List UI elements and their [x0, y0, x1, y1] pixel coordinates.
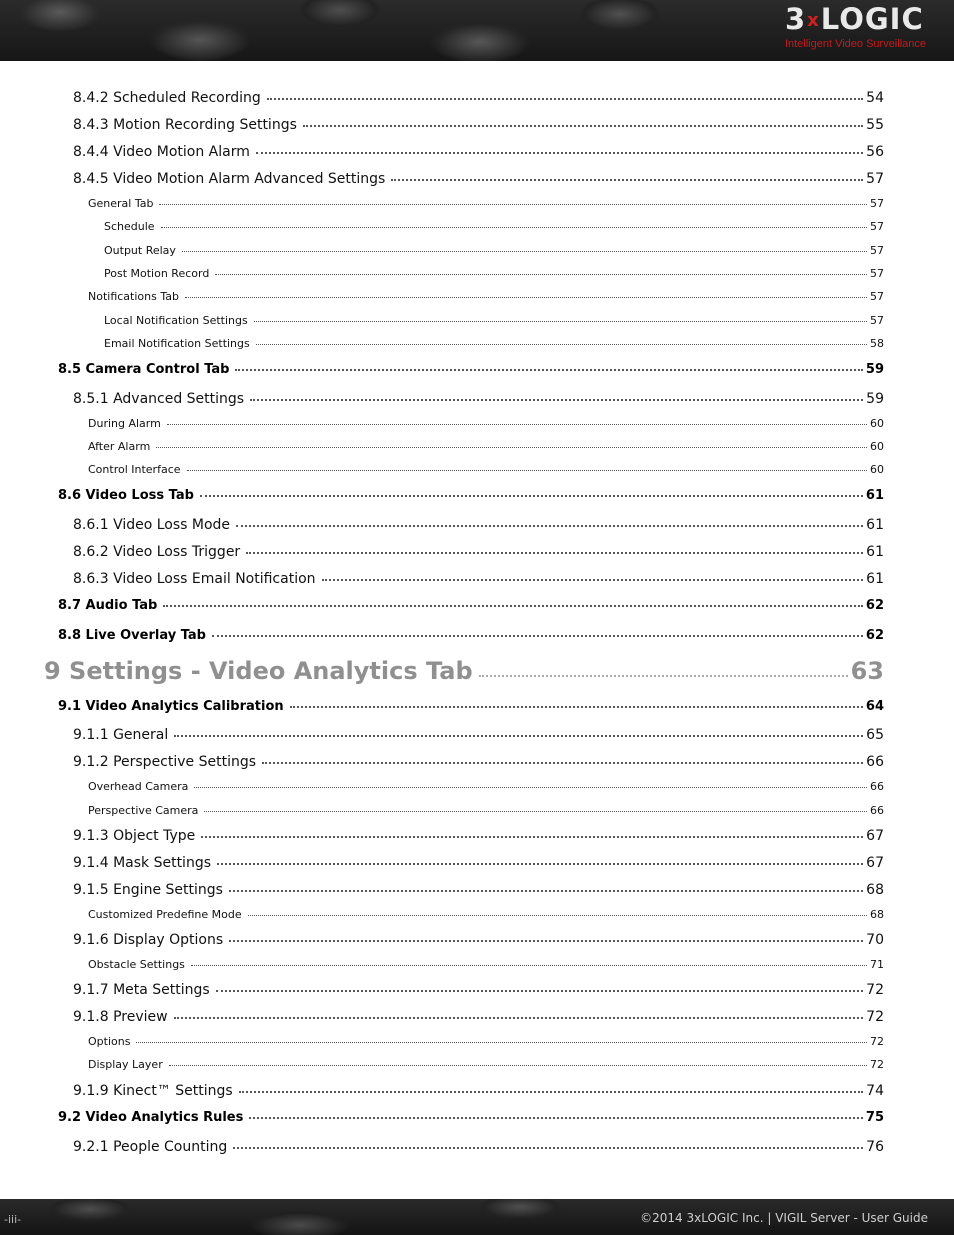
- toc-leader-dots: [250, 398, 863, 401]
- toc-entry-title: Output Relay: [104, 244, 176, 257]
- toc-entry-page: 54: [866, 90, 884, 106]
- toc-entry-title: 8.4.3 Motion Recording Settings: [73, 117, 297, 133]
- toc-entry[interactable]: [73, 828, 884, 844]
- toc-entry-title: General Tab: [88, 197, 154, 210]
- toc-leader-dots: [236, 524, 863, 527]
- toc-entry[interactable]: [58, 1110, 884, 1125]
- toc-entry-page: 62: [865, 628, 884, 643]
- toc-entry-page: 59: [865, 362, 884, 377]
- toc-entry-page: 72: [870, 1058, 884, 1071]
- toc-entry-title: 9.2.1 People Counting: [73, 1139, 228, 1155]
- toc-leader-dots: [216, 989, 863, 992]
- toc-leader-dots: [303, 124, 863, 127]
- toc-leader-dots: [191, 964, 867, 966]
- toc-entry-title: 8.4.4 Video Motion Alarm: [73, 144, 250, 160]
- toc-leader-dots: [233, 1146, 863, 1149]
- toc-entry[interactable]: [73, 90, 884, 106]
- toc-entry-page: 61: [866, 571, 884, 587]
- toc-entry-page: 74: [866, 1083, 884, 1099]
- toc-entry-title: 9.1.7 Meta Settings: [73, 982, 210, 998]
- toc-leader-dots: [159, 203, 867, 205]
- brand-logo: [785, 4, 926, 51]
- toc-entry[interactable]: [104, 244, 884, 257]
- toc-entry[interactable]: [88, 804, 884, 817]
- toc-entry[interactable]: [104, 220, 884, 233]
- toc-entry[interactable]: [58, 362, 884, 377]
- toc-entry-page: 55: [866, 117, 884, 133]
- toc-entry-page: 68: [870, 908, 884, 921]
- toc-entry[interactable]: [88, 908, 884, 921]
- toc-entry[interactable]: [73, 882, 884, 898]
- toc-leader-dots: [163, 604, 863, 607]
- toc-leader-dots: [200, 494, 863, 497]
- toc-leader-dots: [161, 226, 867, 228]
- toc-entry-page: 57: [870, 244, 884, 257]
- toc-leader-dots: [235, 368, 862, 371]
- toc-entry-title: Email Notification Settings: [104, 337, 250, 350]
- toc-entry-title: 8.6.3 Video Loss Email Notification: [73, 571, 316, 587]
- toc-leader-dots: [256, 151, 863, 154]
- toc-entry-title: Local Notification Settings: [104, 314, 248, 327]
- toc-entry-page: 60: [870, 417, 884, 430]
- toc-leader-dots: [479, 674, 848, 677]
- toc-leader-dots: [201, 835, 863, 838]
- page-header: [0, 0, 954, 61]
- toc-entry-page: 68: [866, 882, 884, 898]
- toc-entry-page: 62: [865, 598, 884, 613]
- toc-entry-title: During Alarm: [88, 417, 161, 430]
- toc-leader-dots: [156, 446, 867, 448]
- toc-entry[interactable]: [88, 463, 884, 476]
- toc-entry-title: 8.4.2 Scheduled Recording: [73, 90, 261, 106]
- toc-entry-title: 9.1.1 General: [73, 727, 169, 743]
- toc-entry-page: 67: [866, 828, 884, 844]
- toc-entry-title: Options: [88, 1035, 131, 1048]
- toc-entry-title: 9.1.3 Object Type: [73, 828, 196, 844]
- toc-entry-title: 9.1 Video Analytics Calibration: [58, 699, 284, 714]
- toc-leader-dots: [246, 551, 863, 554]
- toc-entry-page: 71: [870, 958, 884, 971]
- toc-entry-page: 57: [866, 171, 884, 187]
- toc-leader-dots: [322, 578, 864, 581]
- toc-entry-title: 9.1.4 Mask Settings: [73, 855, 212, 871]
- toc-entry-title: 9.1.2 Perspective Settings: [73, 754, 257, 770]
- toc-entry[interactable]: [73, 1083, 884, 1099]
- toc-entry-title: 8.5 Camera Control Tab: [58, 362, 230, 377]
- toc-leader-dots: [229, 889, 863, 892]
- toc-entry-title: Overhead Camera: [88, 780, 189, 793]
- toc-entry[interactable]: [73, 1009, 884, 1025]
- toc-entry-title: Schedule: [104, 220, 155, 233]
- toc-entry-title: 9.1.9 Kinect™ Settings: [73, 1083, 233, 1099]
- toc-entry-page: 57: [870, 267, 884, 280]
- toc-entry-title: 8.6.2 Video Loss Trigger: [73, 544, 241, 560]
- toc-entry-title: 9.2 Video Analytics Rules: [58, 1110, 244, 1125]
- toc-leader-dots: [256, 343, 867, 345]
- toc-entry[interactable]: [73, 982, 884, 998]
- toc-leader-dots: [215, 273, 867, 275]
- toc-leader-dots: [254, 320, 867, 322]
- toc-leader-dots: [290, 705, 863, 708]
- toc-entry-page: 65: [866, 727, 884, 743]
- toc-entry[interactable]: [73, 517, 884, 533]
- toc-entry-page: 63: [850, 657, 884, 685]
- toc-entry-title: Perspective Camera: [88, 804, 199, 817]
- toc-entry[interactable]: [73, 117, 884, 133]
- logo-tagline: Intelligent Video Surveillance: [784, 38, 926, 50]
- toc-entry-title: Control Interface: [88, 463, 181, 476]
- toc-entry[interactable]: [58, 699, 884, 714]
- toc-leader-dots: [217, 862, 863, 865]
- toc-entry-page: 57: [870, 220, 884, 233]
- logo-wordmark: 3xLOGIC: [784, 2, 924, 36]
- toc-entry[interactable]: [73, 932, 884, 948]
- toc-entry-title: Post Motion Record: [104, 267, 210, 280]
- toc-leader-dots: [262, 761, 863, 764]
- toc-entry-title: After Alarm: [88, 440, 151, 453]
- toc-leader-dots: [194, 786, 867, 788]
- toc-entry[interactable]: [73, 571, 884, 587]
- toc-entry-page: 72: [866, 982, 884, 998]
- toc-entry-title: 8.5.1 Advanced Settings: [73, 391, 245, 407]
- toc-entry[interactable]: [73, 727, 884, 743]
- toc-entry[interactable]: [88, 440, 884, 453]
- toc-entry-title: 9 Settings - Video Analytics Tab: [44, 657, 473, 685]
- toc-leader-dots: [204, 810, 867, 812]
- toc-entry-title: Obstacle Settings: [88, 958, 185, 971]
- toc-entry-page: 60: [870, 463, 884, 476]
- toc-entry[interactable]: [58, 488, 884, 503]
- toc-entry[interactable]: [58, 628, 884, 643]
- toc-entry-page: 61: [866, 544, 884, 560]
- toc-entry[interactable]: [88, 780, 884, 793]
- toc-entry-title: 8.4.5 Video Motion Alarm Advanced Settings: [73, 171, 386, 187]
- page-number: -iii-: [4, 1213, 22, 1226]
- toc-leader-dots: [212, 634, 863, 637]
- toc-leader-dots: [174, 1016, 864, 1019]
- toc-entry-page: 70: [866, 932, 884, 948]
- toc-entry-page: 61: [866, 517, 884, 533]
- toc-entry[interactable]: [88, 958, 884, 971]
- page-footer: [0, 1199, 954, 1235]
- toc-entry-page: 60: [870, 440, 884, 453]
- toc-entry[interactable]: [73, 1139, 884, 1155]
- toc-entry[interactable]: [88, 417, 884, 430]
- toc-entry-page: 75: [865, 1110, 884, 1125]
- toc-entry[interactable]: [104, 337, 884, 350]
- toc-entry[interactable]: [73, 171, 884, 187]
- toc-entry-title: 8.6.1 Video Loss Mode: [73, 517, 231, 533]
- toc-entry[interactable]: [104, 267, 884, 280]
- toc-entry[interactable]: [44, 657, 884, 685]
- toc-leader-dots: [167, 423, 867, 425]
- toc-entry-page: 57: [870, 290, 884, 303]
- toc-entry-page: 56: [866, 144, 884, 160]
- toc-leader-dots: [174, 734, 863, 737]
- toc-entry-title: 8.6 Video Loss Tab: [58, 488, 194, 503]
- toc-leader-dots: [391, 178, 863, 181]
- toc-entry-title: 9.1.6 Display Options: [73, 932, 224, 948]
- toc-leader-dots: [187, 469, 867, 471]
- toc-entry-page: 59: [866, 391, 884, 407]
- toc-entry-title: Display Layer: [88, 1058, 163, 1071]
- toc-leader-dots: [185, 296, 867, 298]
- toc-entry-title: 8.8 Live Overlay Tab: [58, 628, 206, 643]
- toc-entry[interactable]: [73, 544, 884, 560]
- toc-entry-page: 66: [870, 804, 884, 817]
- toc-entry[interactable]: [73, 754, 884, 770]
- toc-entry[interactable]: [88, 1058, 884, 1071]
- toc-entry-title: 9.1.5 Engine Settings: [73, 882, 223, 898]
- toc-entry-page: 76: [866, 1139, 884, 1155]
- toc-entry[interactable]: [73, 855, 884, 871]
- toc-leader-dots: [182, 250, 867, 252]
- toc-entry-page: 66: [870, 780, 884, 793]
- toc-leader-dots: [136, 1041, 867, 1043]
- toc-entry-title: 9.1.8 Preview: [73, 1009, 168, 1025]
- toc-leader-dots: [229, 939, 863, 942]
- toc-entry-title: Customized Predefine Mode: [88, 908, 242, 921]
- toc-entry[interactable]: [73, 144, 884, 160]
- toc-leader-dots: [248, 914, 867, 916]
- toc-entry-page: 72: [866, 1009, 884, 1025]
- toc-entry-page: 57: [870, 314, 884, 327]
- toc-entry-page: 64: [865, 699, 884, 714]
- toc-leader-dots: [267, 97, 863, 100]
- toc-entry[interactable]: [88, 290, 884, 303]
- toc-entry[interactable]: [104, 314, 884, 327]
- toc-entry-title: 8.7 Audio Tab: [58, 598, 158, 613]
- toc-entry[interactable]: [58, 598, 884, 613]
- toc-entry-page: 58: [870, 337, 884, 350]
- toc-leader-dots: [169, 1064, 867, 1066]
- footer-copyright: ©2014 3xLOGIC Inc. | VIGIL Server - User Guide: [640, 1211, 928, 1225]
- toc-leader-dots: [239, 1090, 863, 1093]
- toc-entry[interactable]: [88, 197, 884, 210]
- toc-leader-dots: [249, 1116, 863, 1119]
- toc-entry-title: Notifications Tab: [88, 290, 179, 303]
- toc-entry[interactable]: [73, 391, 884, 407]
- toc-entry-page: 67: [866, 855, 884, 871]
- toc-entry-page: 57: [870, 197, 884, 210]
- toc-entry-page: 66: [866, 754, 884, 770]
- toc-entry[interactable]: [88, 1035, 884, 1048]
- toc-entry-page: 72: [870, 1035, 884, 1048]
- toc-entry-page: 61: [865, 488, 884, 503]
